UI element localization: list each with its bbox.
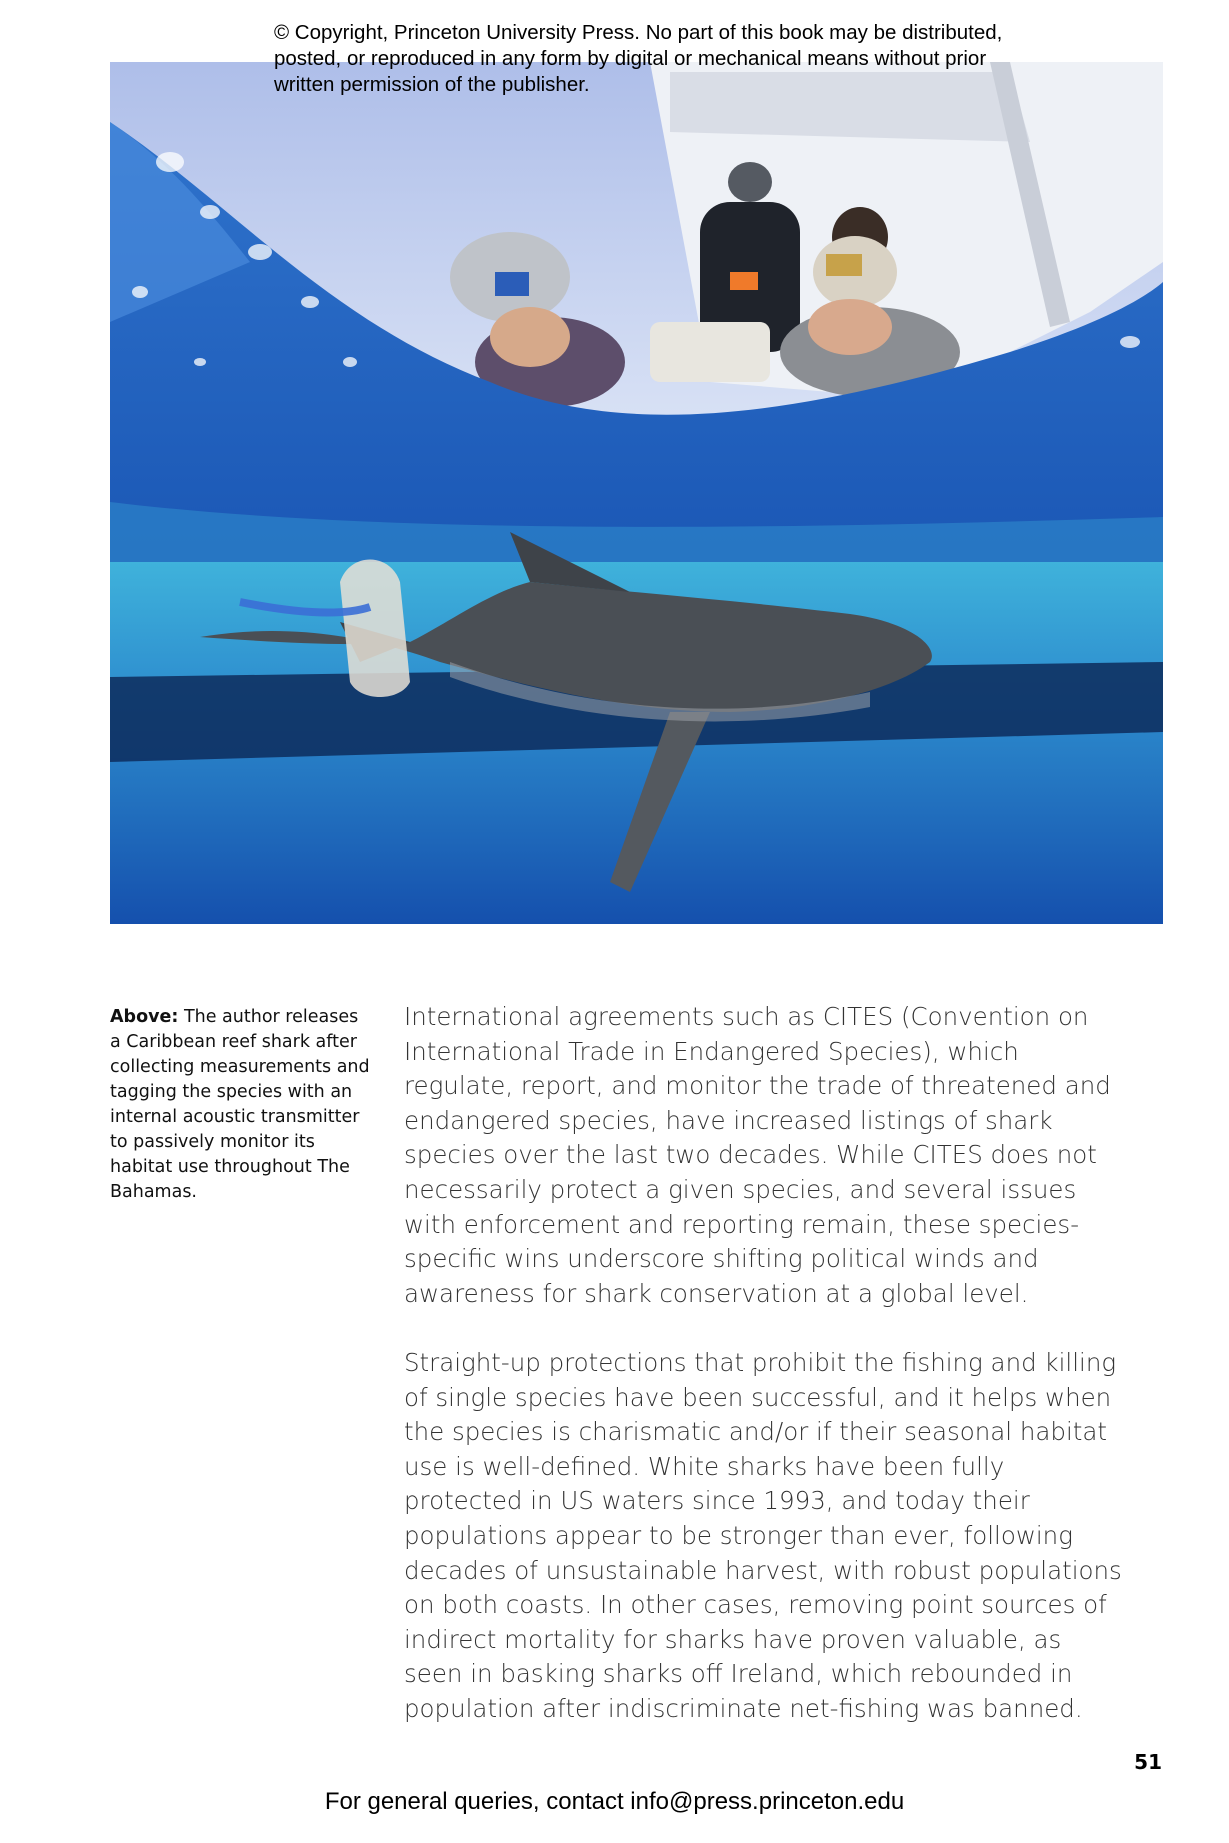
page-number: 51 xyxy=(1134,1750,1162,1774)
shark-release-photo xyxy=(110,62,1163,924)
body-text xyxy=(404,1000,1124,1761)
underwater-split-shot-shark-release-icon xyxy=(110,62,1163,924)
paragraph-2: Straight-up protections that prohibit the fishing and killing of single species have been successful, and it helps when the species is charismatic and/or if their seasonal habitat use is well-defined. White sharks have been fully protected in US waters since 1993, and today their populations appear to be stronger than ever, following decades of unsustainable harvest, with robust populations on both coasts. In other cases, removing point sources of indirect mortality for sharks have proven valuable, as seen in basking sharks off Ireland, which rebounded in population after indiscriminate net-fishing was banned. xyxy=(404,1347,1122,1723)
paragraph-1: International agreements such as CITES (Convention on International Trade in Endangered Species), which regulate, report, and monitor the trade of threatened and endangered species, have increased listings of shark species over the last two decades. While CITES does not necessarily protect a given species, and several issues with enforcement and reporting remain, these species-specific wins underscore shifting political winds and awareness for shark conservation at a global level. xyxy=(404,1002,1111,1308)
caption-text: The author releases a Caribbean reef shark after collecting measurements and tagging the species with an internal acoustic transmitter to passively monitor its habitat use throughout The Bahamas. xyxy=(110,1007,370,1202)
caption-lead: Above: xyxy=(110,1007,179,1027)
photo-caption xyxy=(110,1005,372,1205)
footer-contact: For general queries, contact info@press.princeton.edu xyxy=(324,1788,905,1815)
copyright-notice: © Copyright, Princeton University Press. No part of this book may be distributed, posted, or reproduced in any form by digital or mechanical means without prior written permission of the publisher. xyxy=(274,21,1003,96)
